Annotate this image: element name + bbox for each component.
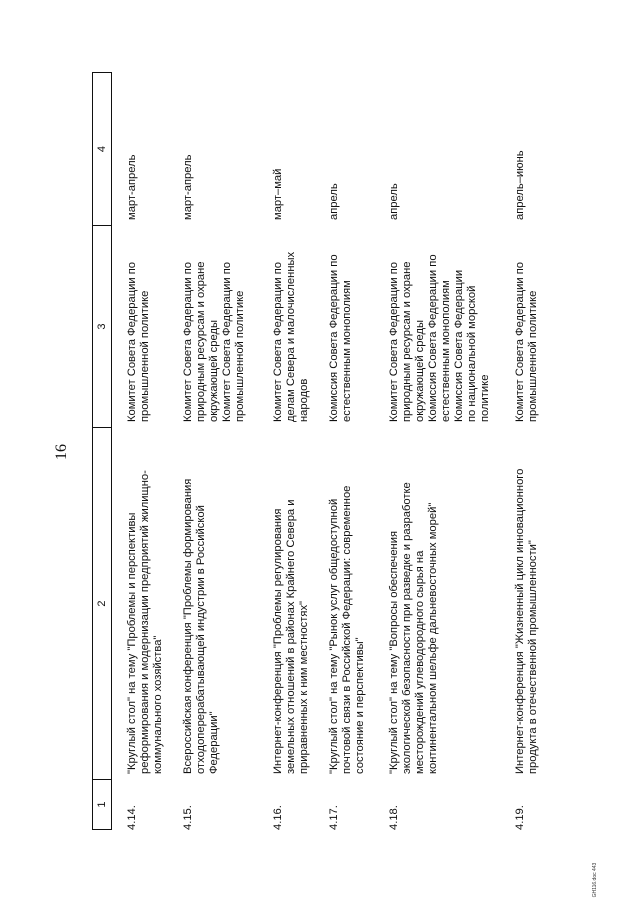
row-number: 4.19. <box>514 805 526 830</box>
table-row <box>514 72 564 830</box>
event-date: март-апрель <box>182 154 194 220</box>
row-number: 4.17. <box>328 805 340 830</box>
table-row <box>328 72 388 830</box>
event-title: Интернет-конференция "Жизненный цикл инновационного продукта в отечественной промышленности" <box>514 468 539 774</box>
event-title: "Круглый стол" на тему "Рынок услуг общедоступной почтовой связи в Российской Федерации: современное состояние и перспективы" <box>328 485 366 774</box>
row-number: 4.18. <box>388 805 400 830</box>
event-date: март–май <box>272 168 284 220</box>
column-header-1: 1 <box>92 780 112 830</box>
event-date: апрель <box>328 183 340 220</box>
event-date: апрель <box>388 183 400 220</box>
row-number: 4.15. <box>182 805 194 830</box>
event-date: апрель–июнь <box>514 150 526 220</box>
event-title: "Круглый стол" на тему "Проблемы и перспективы реформирования и модернизации предприятий жилищно- коммунального хозяйства" <box>126 470 164 774</box>
table-row <box>112 72 182 830</box>
responsible-body: Комитет Совета Федерации по промышленной политике <box>126 261 151 422</box>
responsible-body: Комиссия Совета Федерации по естественным монополиям <box>328 254 353 422</box>
table-row <box>272 72 328 830</box>
row-number: 4.14. <box>126 805 138 830</box>
row-number: 4.16. <box>272 805 284 830</box>
responsible-body: Комитет Совета Федерации по природным ресурсам и охране окружающей среды Комитет Совета Федерации по промышленной политике <box>182 261 246 422</box>
event-date: март-апрель <box>126 154 138 220</box>
event-title: Интернет-конференция "Проблемы регулирования земельных отношений в районах Крайнего Севера и приравненных к ним местностях" <box>272 499 310 774</box>
column-header-2: 2 <box>92 428 112 780</box>
responsible-body: Комитет Совета Федерации по природным ресурсам и охране окружающей среды Комиссия Совета Федерации по естественным монополиям Комиссия Совета Федерации по национальной морской политике <box>388 254 491 422</box>
event-title: "Круглый стол" на тему "Вопросы обеспечения экологической безопасности при разведке и разработке месторождений углеводородного сырья на континентальном шельфе дальневосточных морей" <box>388 482 439 774</box>
footer-code: GH116.doc 443 <box>592 862 598 898</box>
column-header-4: 4 <box>92 72 112 226</box>
responsible-body: Комитет Совета Федерации по делам Севера и малочисленных народов <box>272 251 310 422</box>
page-number: 16 <box>53 444 70 460</box>
event-title: Всероссийская конференция "Проблемы формирования отходоперерабатывающей индустрии в Российской Федерации" <box>182 478 220 774</box>
events-table <box>92 72 112 830</box>
table-row <box>182 72 272 830</box>
rotated-page-content <box>92 72 640 830</box>
responsible-body: Комитет Совета Федерации по промышленной политике <box>514 261 539 422</box>
table-row <box>388 72 514 830</box>
column-header-3: 3 <box>92 226 112 428</box>
